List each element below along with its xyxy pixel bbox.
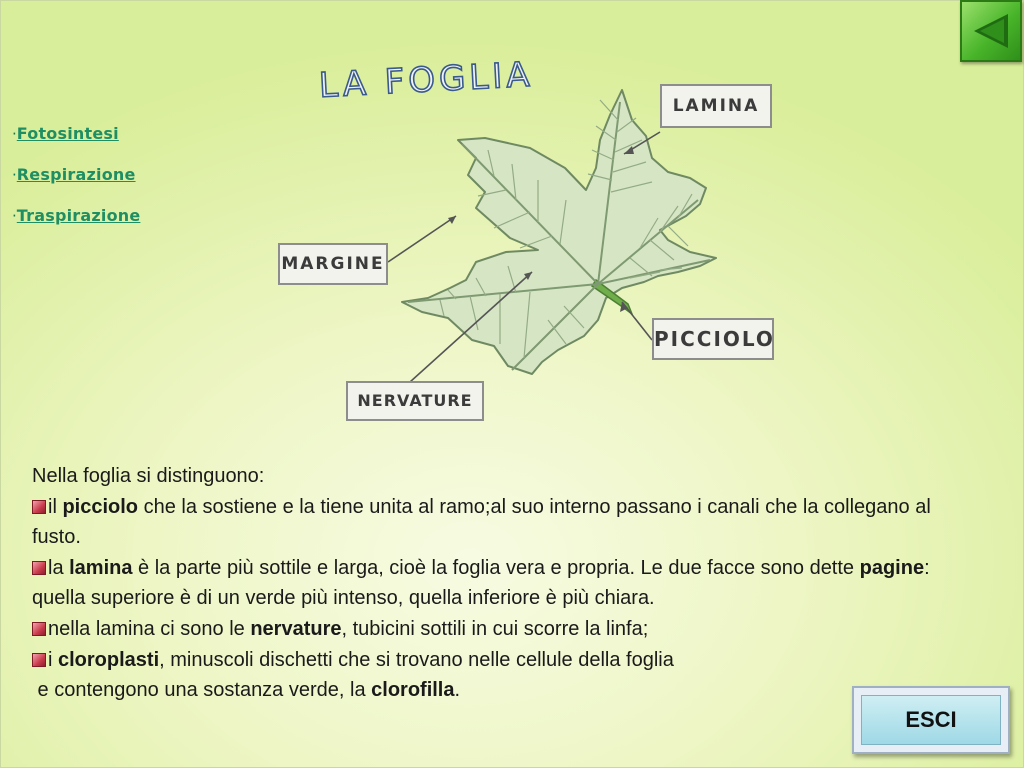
p2-post: : quella superiore è di un verde più intenso, quella inferiore è più chiara. xyxy=(32,556,930,610)
p3-pre: nella lamina ci sono le xyxy=(48,617,251,640)
p2-bold2: pagine xyxy=(859,556,925,579)
red-square-bullet-icon xyxy=(32,653,46,667)
p5-bold: clorofilla xyxy=(371,679,455,702)
paragraph-picciolo xyxy=(32,492,972,553)
p4-post: , minuscoli dischetti che si trovano nelle cellule della foglia xyxy=(159,648,674,671)
label-nervature: NERVATURE xyxy=(346,381,484,421)
p1-post: che la sostiene e la tiene unita al ramo;al suo interno passano i canali che la collegano al fusto. xyxy=(32,495,931,549)
red-square-bullet-icon xyxy=(32,622,46,636)
link-traspirazione[interactable]: Traspirazione xyxy=(16,206,141,225)
p3-bold: nervature xyxy=(250,617,342,640)
paragraph-lamina xyxy=(32,553,972,614)
exit-button-label: ESCI xyxy=(861,695,1001,745)
link-fotosintesi[interactable]: Fotosintesi xyxy=(16,124,119,143)
page-title: LA FOGLIA xyxy=(318,54,535,106)
red-square-bullet-icon xyxy=(32,561,46,575)
intro-line: Nella foglia si distinguono: xyxy=(32,465,265,487)
red-square-bullet-icon xyxy=(32,500,46,514)
link-row-traspirazione xyxy=(12,206,140,247)
p2-bold: lamina xyxy=(69,556,133,579)
link-row-respirazione xyxy=(12,165,140,206)
p4-bold: cloroplasti xyxy=(58,648,160,671)
p2-pre: la xyxy=(48,556,70,579)
link-bullet: · xyxy=(12,125,17,143)
p4-pre: i xyxy=(48,648,58,671)
paragraph-clorofilla xyxy=(32,675,972,706)
label-lamina: LAMINA xyxy=(660,84,772,128)
link-respirazione[interactable]: Respirazione xyxy=(16,165,136,184)
label-picciolo: PICCIOLO xyxy=(652,318,774,360)
p1-bold: picciolo xyxy=(62,495,139,518)
link-bullet: · xyxy=(12,207,17,225)
p3-post: , tubicini sottili in cui scorre la linfa; xyxy=(341,617,649,640)
back-button[interactable] xyxy=(960,0,1022,62)
topic-links xyxy=(12,124,140,247)
exit-button[interactable] xyxy=(852,686,1010,754)
arrow-margine xyxy=(388,216,456,262)
link-bullet: · xyxy=(12,166,17,184)
paragraph-cloroplasti xyxy=(32,645,972,676)
p5-pre: e contengono una sostanza verde, la xyxy=(32,679,372,702)
p2-mid: è la parte più sottile e larga, cioè la foglia vera e propria. Le due facce sono dette xyxy=(132,556,860,579)
label-margine: MARGINE xyxy=(278,243,388,285)
paragraph-nervature xyxy=(32,614,972,645)
p5-post: . xyxy=(454,679,461,702)
back-arrow-icon xyxy=(970,10,1012,52)
link-row-fotosintesi xyxy=(12,124,140,165)
description-text xyxy=(32,461,972,706)
p1-pre: il xyxy=(48,495,63,518)
